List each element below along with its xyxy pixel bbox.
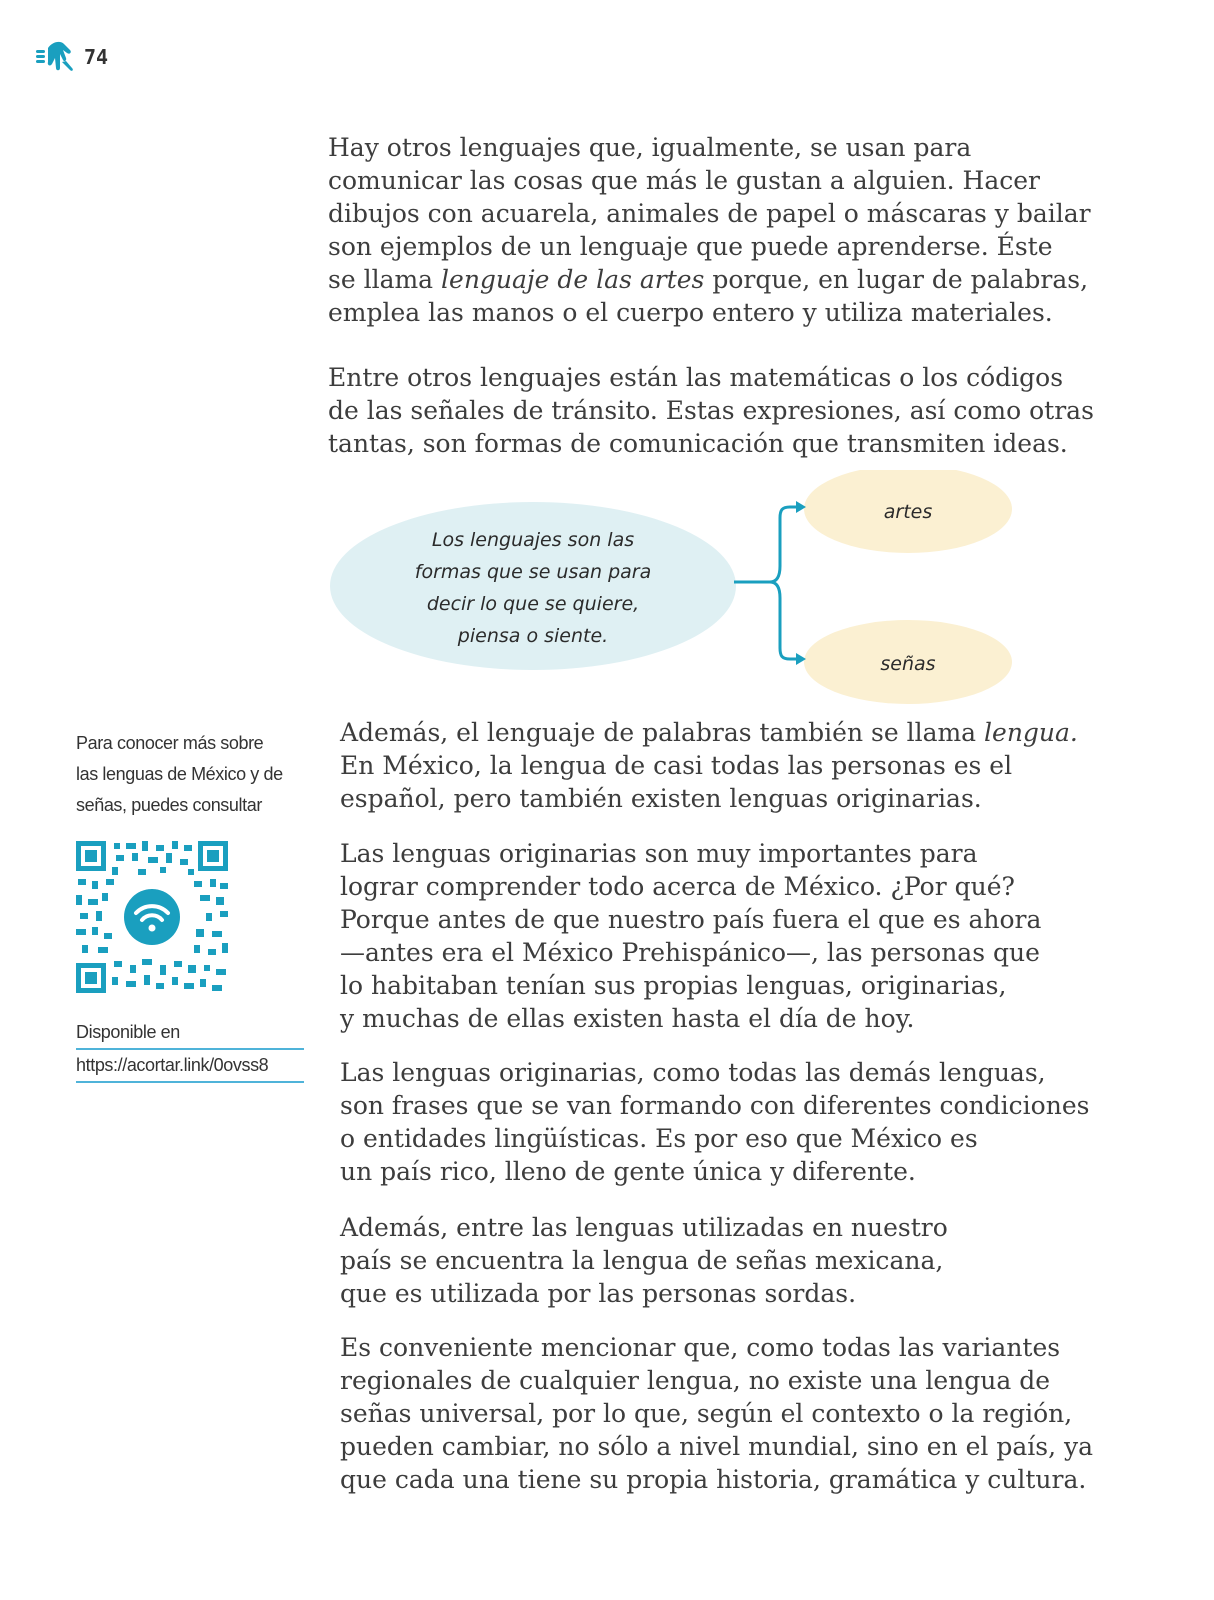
text-line: país se encuentra la lengua de señas mexicana, (340, 1246, 944, 1275)
qr-code-icon[interactable] (76, 841, 228, 993)
text-line: Las lenguas originarias son muy importantes para (340, 839, 978, 868)
oval-line: Los lenguajes son las (431, 529, 635, 551)
text-line: Entre otros lenguajes están las matemáticas o los códigos (328, 363, 1064, 392)
text-line: señas universal, por lo que, según el contexto o la región, (340, 1399, 1073, 1428)
emphasis-term: lengua. (984, 718, 1078, 747)
text-line: Es conveniente mencionar que, como todas las variantes (340, 1333, 1061, 1362)
text-line: que es utilizada por las personas sordas. (340, 1279, 857, 1308)
intro-paragraph-1 (328, 131, 1091, 329)
paragraph-senas-mexicana (340, 1211, 948, 1310)
text-line: español, pero también existen lenguas originarias. (340, 784, 982, 813)
sidebar-resource (76, 728, 304, 1083)
sidebar-note (76, 728, 304, 821)
intro-paragraph-2 (328, 361, 1094, 460)
oval-line: piensa o siente. (457, 625, 609, 647)
text-line: que cada una tiene su propia historia, gramática y cultura. (340, 1465, 1087, 1494)
paragraph-frases (340, 1056, 1089, 1188)
text-line: Además, entre las lenguas utilizadas en nuestro (340, 1213, 948, 1242)
page-number: 74 (84, 45, 109, 69)
text-line: lo habitaban tenían sus propias lenguas, originarias, (340, 971, 1007, 1000)
text-line: un país rico, lleno de gente única y diferente. (340, 1157, 916, 1186)
text-line: comunicar las cosas que más le gustan a alguien. Hacer (328, 166, 1040, 195)
text-line: pueden cambiar, no sólo a nivel mundial, sino en el país, ya (340, 1432, 1094, 1461)
text-line: Además, el lenguaje de palabras también se llama (340, 718, 985, 747)
text-line: lograr comprender todo acerca de México. ¿Por qué? (340, 872, 1015, 901)
qr-code-graphic (76, 841, 228, 993)
text-line: Las lenguas originarias, como todas las demás lenguas, (340, 1058, 1046, 1087)
oval-line: formas que se usan para (414, 561, 652, 583)
text-line: Hay otros lenguajes que, igualmente, se usan para (328, 133, 972, 162)
hand-signs-icon (36, 40, 76, 74)
availability-block (76, 1017, 304, 1083)
emphasis-term: lenguaje de las artes (441, 265, 705, 294)
oval-line: decir lo que se quiere, (426, 593, 640, 615)
text-line: son frases que se van formando con diferentes condiciones (340, 1091, 1090, 1120)
text-line: o entidades lingüísticas. Es por eso que México es (340, 1124, 978, 1153)
text-line: se llama (328, 265, 442, 294)
text-line: porque, en lugar de palabras, (704, 265, 1089, 294)
text-line: tantas, son formas de comunicación que transmiten ideas. (328, 429, 1068, 458)
paragraph-lenguas-originarias (340, 837, 1041, 1035)
available-label: Disponible en (76, 1017, 304, 1050)
branch-label-artes: artes (883, 501, 933, 523)
text-line: y muchas de ellas existen hasta el día de hoy. (340, 1004, 915, 1033)
branch-label-senas: señas (880, 653, 936, 675)
note-line: Para conocer más sobre (76, 733, 264, 753)
paragraph-lengua (340, 716, 1078, 815)
text-line: dibujos con acuarela, animales de papel o máscaras y bailar (328, 199, 1091, 228)
note-line: las lenguas de México y de (76, 764, 283, 784)
note-line: señas, puedes consultar (76, 795, 262, 815)
text-line: de las señales de tránsito. Estas expresiones, así como otras (328, 396, 1094, 425)
text-line: emplea las manos o el cuerpo entero y utiliza materiales. (328, 298, 1053, 327)
paragraph-variantes (340, 1331, 1093, 1496)
text-line: En México, la lengua de casi todas las personas es el (340, 751, 1013, 780)
text-line: regionales de cualquier lengua, no existe una lengua de (340, 1366, 1051, 1395)
concept-diagram (330, 470, 1030, 710)
center-oval-text (378, 524, 688, 652)
text-line: son ejemplos de un lenguaje que puede aprenderse. Éste (328, 232, 1053, 261)
text-line: Porque antes de que nuestro país fuera el que es ahora (340, 905, 1042, 934)
text-line: —antes era el México Prehispánico—, las personas que (340, 938, 1040, 967)
page-header (36, 40, 108, 74)
resource-link[interactable]: https://acortar.link/0ovss8 (76, 1050, 304, 1083)
arrow-connector (734, 507, 798, 659)
